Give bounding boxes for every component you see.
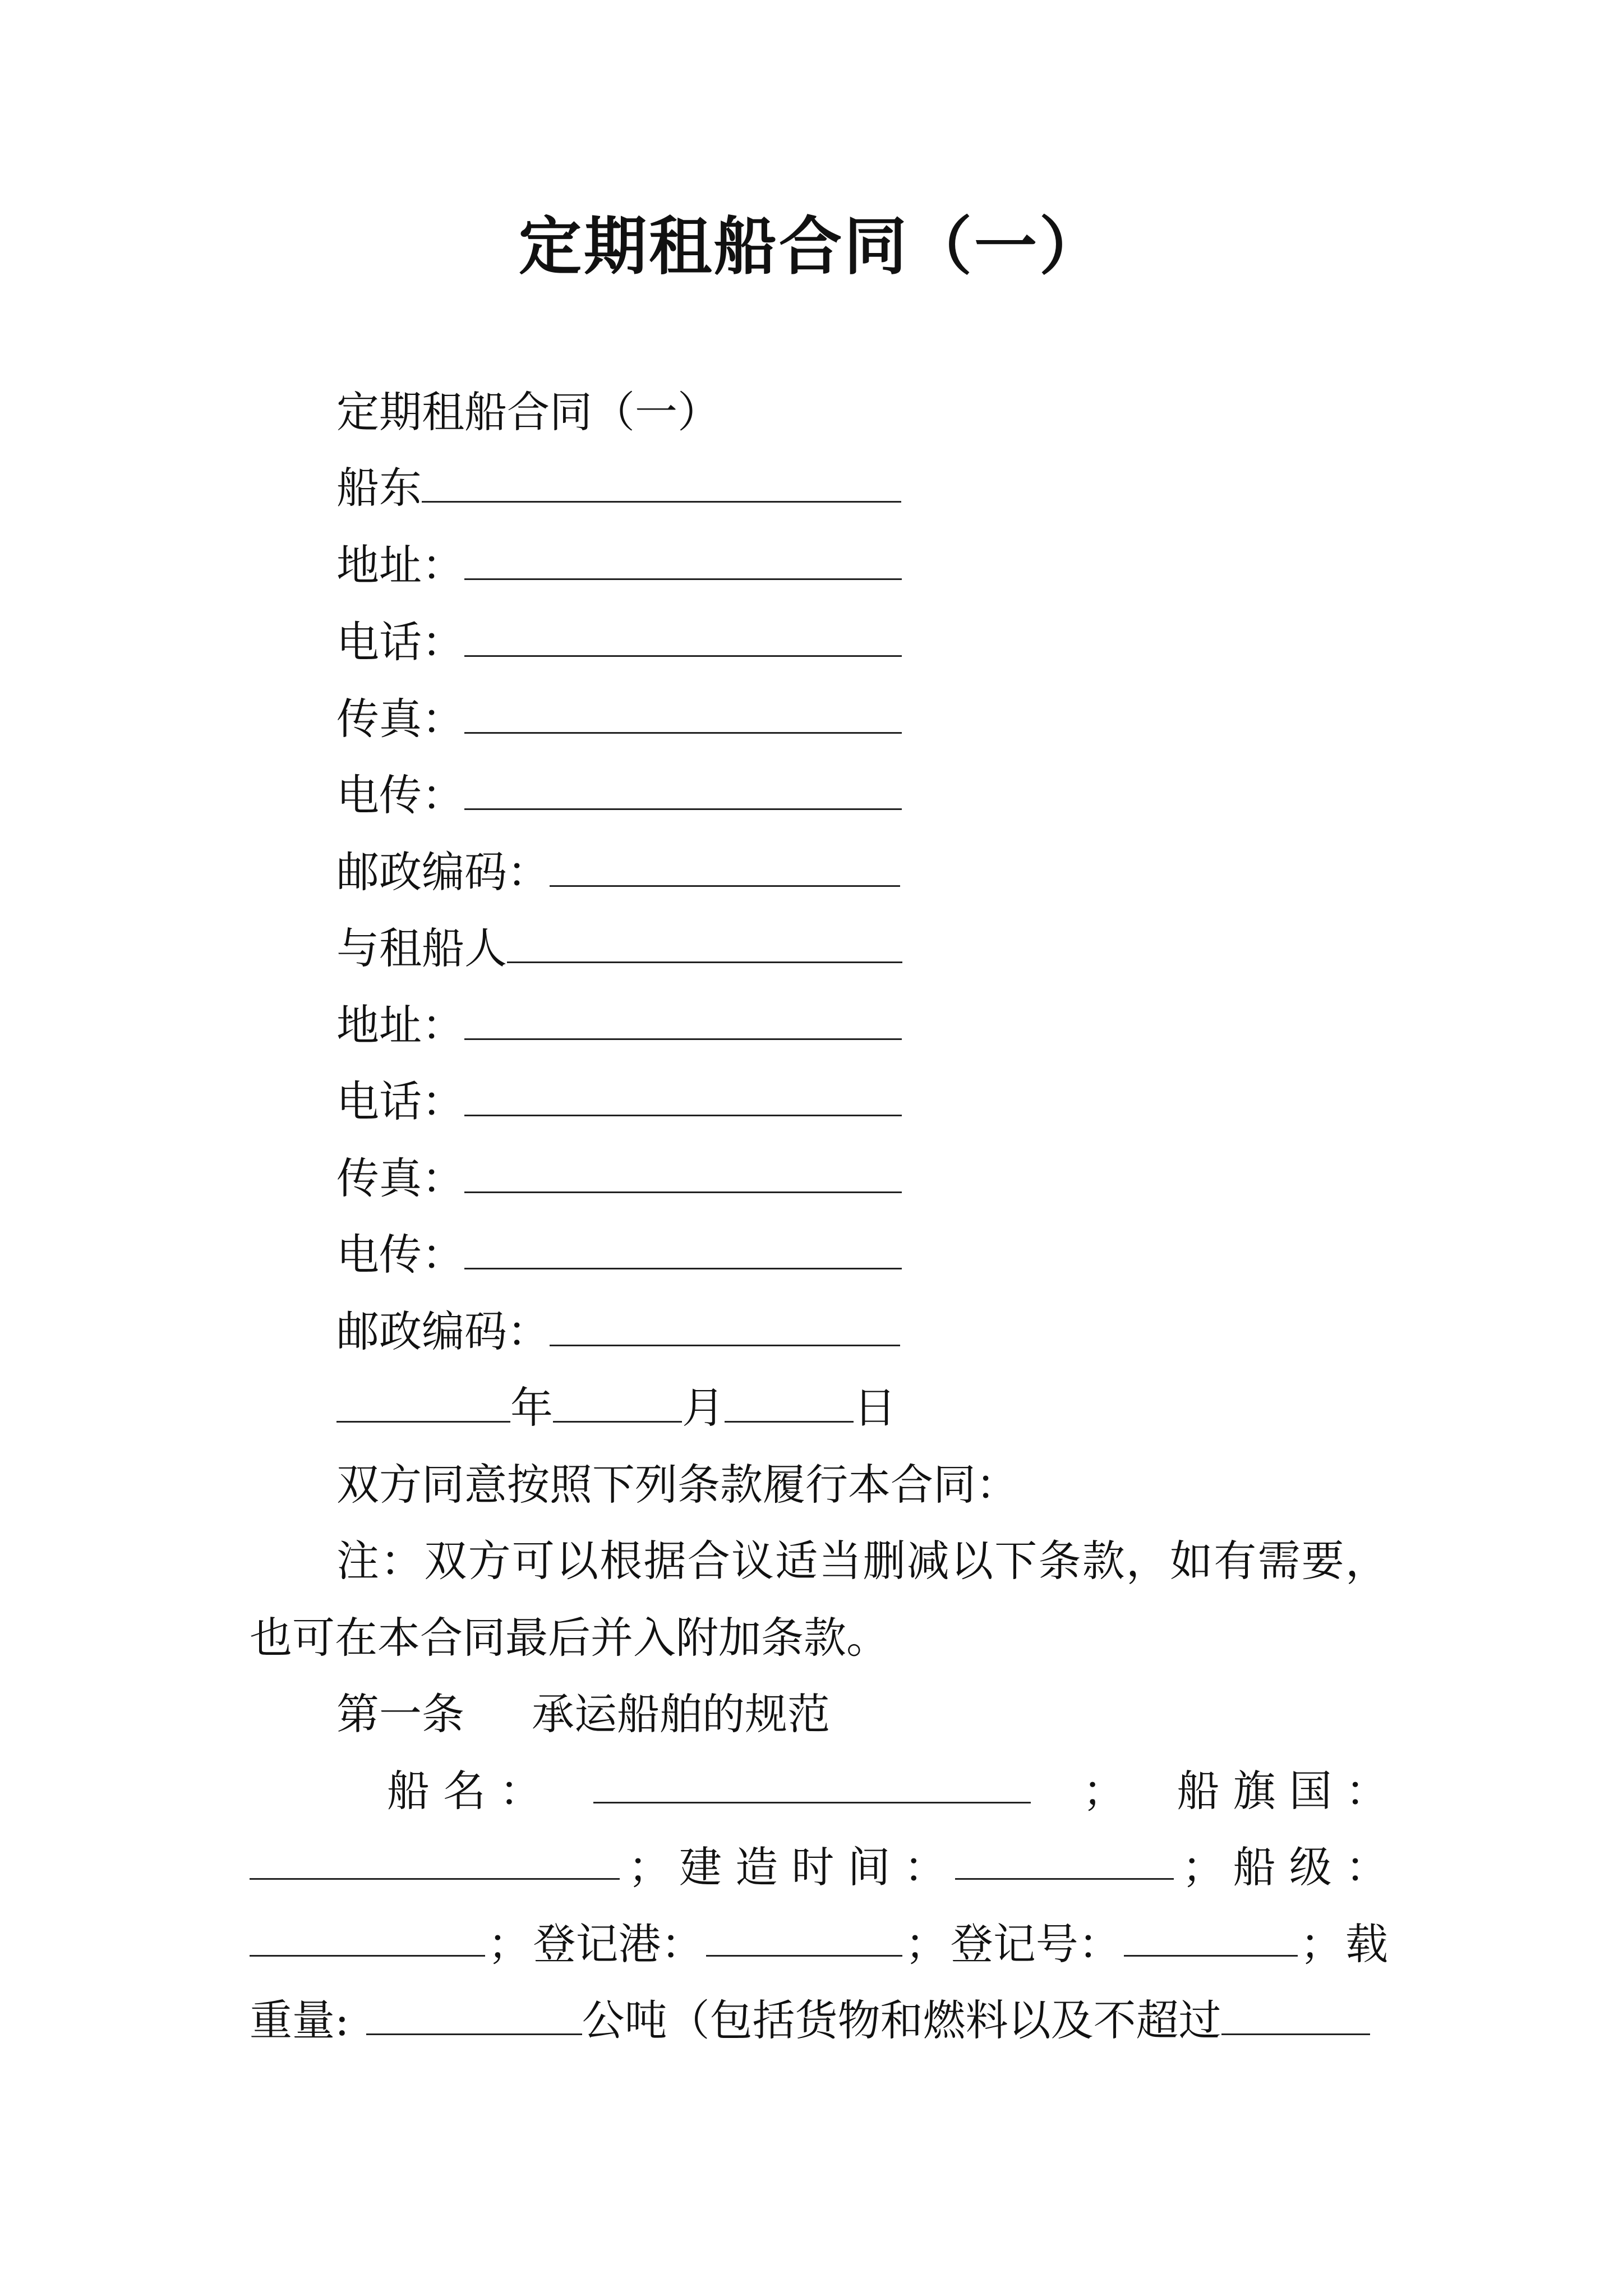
ton-text: 公吨（包括货物和燃料以及不超过 [582, 1995, 1221, 2045]
shipowner-field[interactable] [422, 465, 901, 503]
charterer-address-label: 地址： [336, 1000, 464, 1050]
month-label: 月 [682, 1383, 725, 1433]
flag-field[interactable] [250, 1842, 620, 1880]
separator: ； [905, 1919, 948, 1969]
reg-no-label: 登记号： [950, 1919, 1121, 1969]
ton-field[interactable] [1221, 1998, 1370, 2035]
charterer-phone-label: 电话： [336, 1076, 464, 1126]
shipowner-fax-line [336, 694, 902, 744]
agreement-statement: 双方同意按照下列条款履行本合同： [336, 1460, 1018, 1510]
subtitle: 定期租船合同（一） [336, 387, 720, 437]
shipowner-postcode-label: 邮政编码： [336, 847, 550, 897]
charterer-address-field[interactable] [464, 1002, 902, 1040]
shipowner-phone-label: 电话： [336, 617, 464, 667]
separator: ； [1300, 1919, 1343, 1969]
class-field[interactable] [250, 1919, 485, 1957]
note-line-1: 注：双方可以根据合议适当删减以下条款，如有需要， [336, 1536, 1388, 1586]
document-title: 定期租船合同（一） [519, 210, 1104, 283]
shipowner-phone-line [336, 617, 902, 668]
shipowner-label: 船东 [336, 463, 422, 513]
charterer-address-line [336, 1000, 902, 1051]
day-field[interactable] [725, 1385, 854, 1423]
shipowner-address-label: 地址： [336, 540, 464, 590]
build-time-label: 建 造 时 间 ： [679, 1842, 947, 1892]
ship-name-field[interactable] [593, 1766, 1031, 1803]
spec-line-3 [250, 1919, 1388, 1970]
shipowner-phone-field[interactable] [464, 619, 902, 657]
charterer-phone-line [336, 1076, 902, 1127]
weight-field[interactable] [366, 1998, 582, 2035]
date-line [336, 1383, 896, 1433]
port-label: 登记港： [533, 1919, 704, 1969]
charterer-line [336, 923, 902, 974]
separator: ； [628, 1842, 671, 1892]
separator: ； [1182, 1842, 1225, 1892]
charterer-telex-line [336, 1230, 902, 1280]
weight-label: 重量: [250, 1995, 349, 2045]
charterer-fax-label: 传真： [336, 1153, 464, 1203]
ship-name-label: 船 名 ： [387, 1766, 542, 1816]
reg-no-field[interactable] [1124, 1919, 1298, 1957]
shipowner-address-field[interactable] [464, 542, 902, 580]
flag-label: 船 旗 国 ： [1177, 1766, 1388, 1816]
port-field[interactable] [706, 1919, 902, 1957]
article-number: 第一条 [336, 1689, 464, 1739]
charterer-phone-field[interactable] [464, 1079, 902, 1116]
separator: ； [487, 1919, 531, 1969]
charterer-field[interactable] [507, 926, 902, 963]
charterer-telex-label: 电传： [336, 1230, 464, 1280]
shipowner-telex-label: 电传： [336, 770, 464, 820]
spec-line-2 [250, 1842, 1388, 1893]
article-title: 承运船舶的规范 [532, 1689, 830, 1739]
article-1-heading [336, 1689, 830, 1740]
charterer-postcode-field[interactable] [550, 1309, 900, 1346]
shipowner-telex-field[interactable] [464, 772, 902, 810]
separator: ； [1082, 1766, 1126, 1816]
charterer-fax-field[interactable] [464, 1156, 902, 1193]
charterer-postcode-line [336, 1306, 900, 1357]
class-label: 船 级 ： [1233, 1842, 1388, 1892]
shipowner-telex-line [336, 770, 902, 821]
shipowner-address-line [336, 540, 902, 591]
shipowner-postcode-field[interactable] [550, 849, 900, 887]
spec-line-1 [387, 1766, 1388, 1816]
shipowner-fax-label: 传真： [336, 694, 464, 744]
charterer-label: 与租船人 [336, 923, 507, 973]
load-label: 载 [1345, 1919, 1388, 1969]
year-label: 年 [510, 1383, 553, 1433]
day-label: 日 [854, 1383, 896, 1433]
spec-line-4 [250, 1995, 1388, 2046]
shipowner-fax-field[interactable] [464, 696, 902, 734]
shipowner-postcode-line [336, 847, 900, 898]
shipowner-line [336, 463, 901, 513]
year-field[interactable] [336, 1385, 510, 1423]
charterer-telex-field[interactable] [464, 1232, 902, 1269]
month-field[interactable] [553, 1385, 682, 1423]
charterer-fax-line [336, 1153, 902, 1204]
note-line-2: 也可在本合同最后并入附加条款。 [250, 1613, 889, 1663]
build-time-field[interactable] [955, 1842, 1174, 1880]
charterer-postcode-label: 邮政编码： [336, 1306, 550, 1356]
